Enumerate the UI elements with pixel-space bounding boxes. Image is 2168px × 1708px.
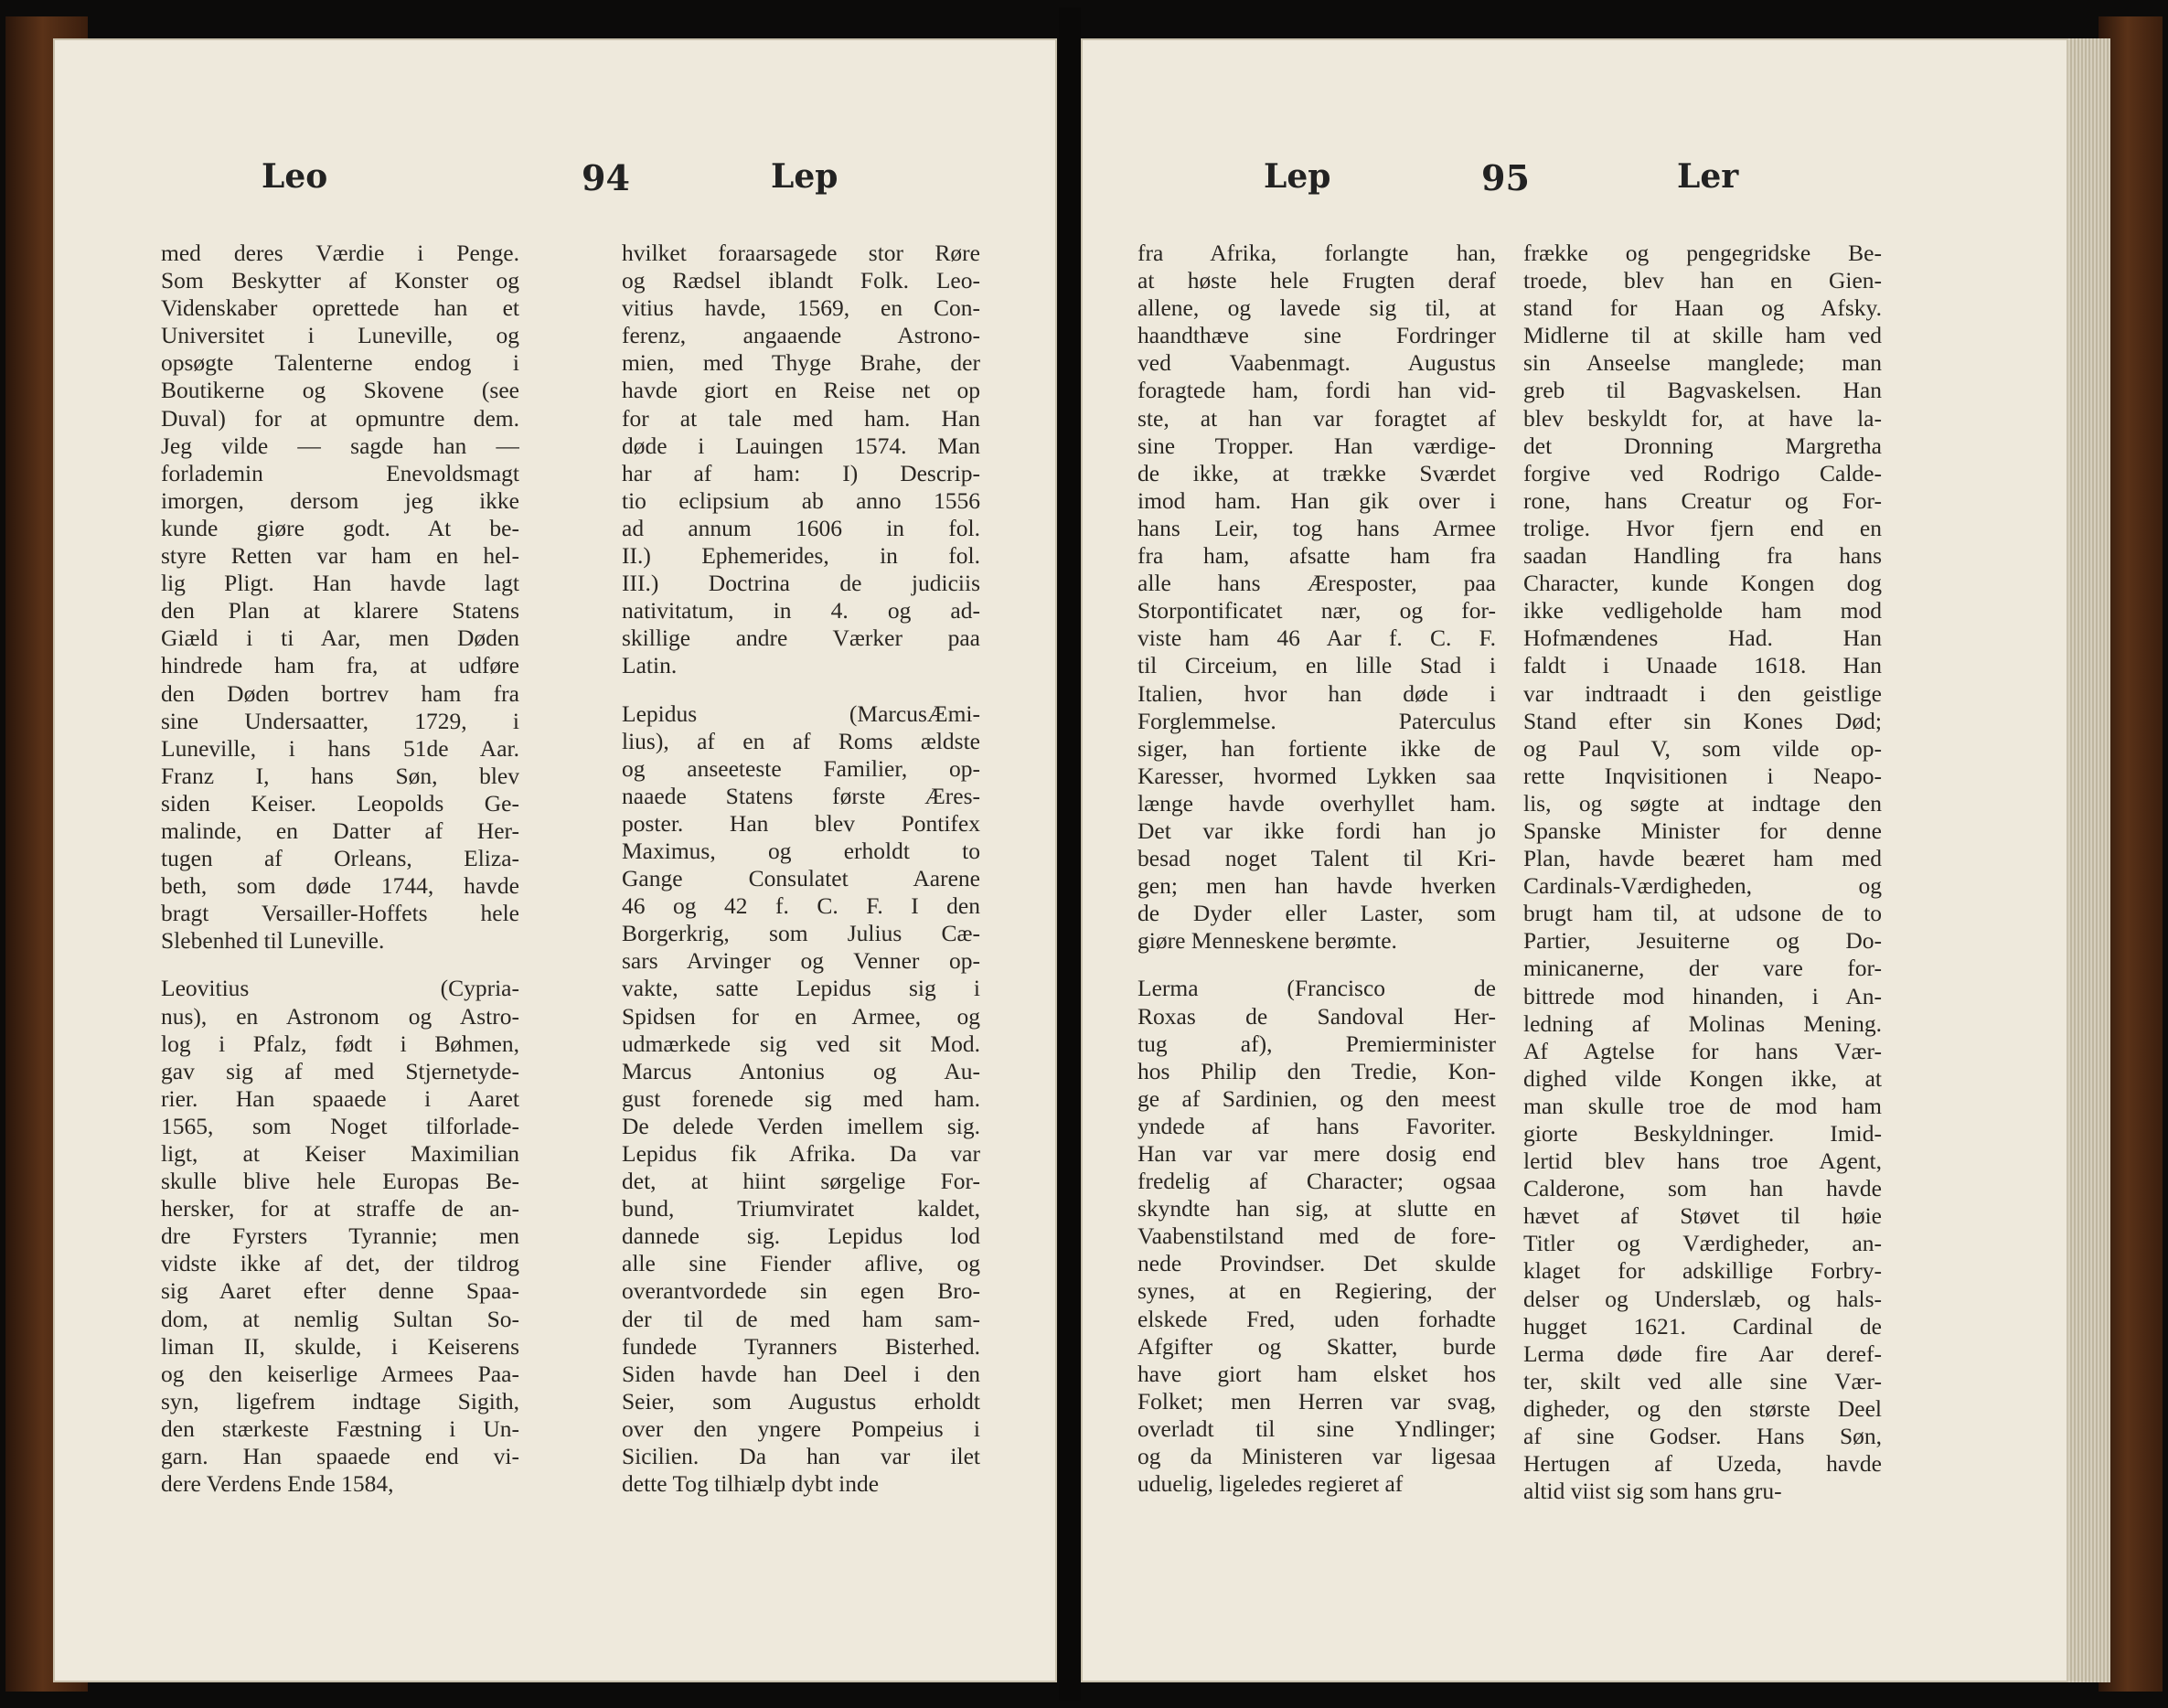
text-line: ved Vaabenmagt. Augustus [1137, 349, 1496, 377]
text-line: delser og Underslæb, og hals- [1523, 1285, 1882, 1312]
text-line: imorgen, dersom jeg ikke [161, 486, 519, 514]
text-line: 46 og 42 f. C. F. I den [622, 892, 980, 920]
text-line: altid viist sig som hans gru- [1523, 1478, 1782, 1505]
text-line: over den yngere Pompeius i [622, 1414, 980, 1442]
text-line: opsøgte Talenterne endog i [161, 349, 519, 377]
text-line: haandthæve sine Fordringer [1137, 322, 1496, 349]
text-line: dighed vilde Kongen ikke, at [1523, 1064, 1882, 1092]
text-line: vitius havde, 1569, en Con- [622, 294, 980, 322]
text-line: og da Ministeren var ligesaa [1137, 1443, 1496, 1470]
text-line: vidste ikke af det, der tildrog [161, 1250, 519, 1277]
text-line: Som Beskytter af Konster og [161, 267, 519, 294]
text-line: troede, blev han en Gien- [1523, 267, 1882, 294]
text-line: nede Provindser. Det skulde [1137, 1250, 1496, 1277]
text-line: de Dyder eller Laster, som [1137, 900, 1496, 927]
text-line: have giort ham elsket hos [1137, 1360, 1496, 1387]
text-line: skillige andre Værker paa [622, 624, 980, 652]
text-line: og Paul V, som vilde op- [1523, 734, 1882, 762]
text-line: dom, at nemlig Sultan So- [161, 1305, 519, 1332]
text-line: viste ham 46 Aar f. C. F. [1137, 624, 1496, 652]
text-line: faldt i Unaade 1618. Han [1523, 652, 1882, 679]
text-line: fredelig af Character; ogsaa [1137, 1168, 1496, 1195]
text-line: naaede Statens første Æres- [622, 782, 980, 809]
text-line: overantvordede sin egen Bro- [622, 1277, 980, 1305]
text-line: stand for Haan og Afsky. [1523, 294, 1882, 322]
text-line: garn. Han spaaede end vi- [161, 1443, 519, 1470]
text-line: længe havde overhyllet ham. [1137, 789, 1496, 817]
text-line: tug af), Premierminister [1137, 1030, 1496, 1057]
left-page-header [53, 157, 1057, 212]
text-line: brugt ham til, at udsone de to [1523, 900, 1882, 927]
paragraph-gap [622, 680, 980, 700]
text-line: Stand efter sin Kones Død; [1523, 707, 1882, 734]
text-line: Jeg vilde — sagde han — [161, 432, 519, 459]
text-line: Storpontificatet nær, og for- [1137, 597, 1496, 624]
text-line: trolige. Hvor fjern end en [1523, 514, 1882, 541]
text-line: minicanerne, der vare for- [1523, 955, 1882, 982]
text-line: imod ham. Han gik over i [1137, 486, 1496, 514]
text-line: beth, som døde 1744, havde [161, 872, 519, 900]
text-line: Gange Consulatet Aarene [622, 865, 980, 892]
text-line: forlademin Enevoldsmagt [161, 459, 519, 486]
text-line: III.) Doctrina de judiciis [622, 570, 980, 597]
text-line: allene, og lavede sig til, at [1137, 294, 1496, 322]
text-line: poster. Han blev Pontifex [622, 809, 980, 837]
text-line: Boutikerne og Skovene (see [161, 377, 519, 404]
text-line: giorte Beskyldninger. Imid- [1523, 1120, 1882, 1147]
text-line: tio eclipsium ab anno 1556 [622, 486, 980, 514]
text-line: Siden havde han Deel i den [622, 1360, 980, 1387]
text-line: giøre Menneskene berømte. [1137, 927, 1397, 955]
text-line: Forglemmelse. Paterculus [1137, 707, 1496, 734]
text-line: foragtede ham, fordi han vid- [1137, 377, 1496, 404]
text-line: mien, med Thyge Brahe, der [622, 349, 980, 377]
text-line: hævet af Støvet til høie [1523, 1202, 1882, 1230]
text-line: Marcus Antonius og Au- [622, 1057, 980, 1084]
text-line: frække og pengegridske Be- [1523, 240, 1882, 266]
text-line: dette Tog tilhiælp dybt inde [622, 1470, 880, 1498]
left-page-column-1 [161, 240, 519, 1498]
text-line: alle hans Æresposter, paa [1137, 570, 1496, 597]
text-line: gav sig af med Stjernetyde- [161, 1057, 519, 1084]
text-line: elskede Fred, uden forhadte [1137, 1305, 1496, 1332]
text-line: der til de med ham sam- [622, 1305, 980, 1332]
left-page-column-2 [622, 240, 980, 1498]
text-line: yndede af hans Favoriter. [1137, 1112, 1496, 1139]
text-line: Roxas de Sandoval Her- [1137, 1002, 1496, 1030]
text-line: hos Philip den Tredie, Kon- [1137, 1057, 1496, 1084]
text-line: bittrede mod hinanden, i An- [1523, 982, 1882, 1009]
text-line: Afgifter og Skatter, burde [1137, 1332, 1496, 1360]
text-line: Karesser, hvormed Lykken saa [1137, 762, 1496, 789]
text-line: ge af Sardinien, og den meest [1137, 1084, 1496, 1112]
text-line: bragt Versailler-Hoffets hele [161, 900, 519, 927]
text-line: den stærkeste Fæstning i Un- [161, 1414, 519, 1442]
text-line: Vaabenstilstand med de fore- [1137, 1222, 1496, 1250]
text-line: Spidsen for en Armee, og [622, 1002, 980, 1030]
text-line: Videnskaber oprettede han et [161, 294, 519, 322]
text-line: sine Tropper. Han værdige- [1137, 432, 1496, 459]
text-line: Titler og Værdigheder, an- [1523, 1230, 1882, 1257]
text-line: rette Inqvisitionen i Neapo- [1523, 762, 1882, 789]
text-line: sars Arvinger og Venner op- [622, 947, 980, 975]
text-line: sig Aaret efter denne Spaa- [161, 1277, 519, 1305]
text-line: overladt til sine Yndlinger; [1137, 1414, 1496, 1442]
left-header-guideword-first: Leo [262, 157, 328, 196]
text-line: Borgerkrig, som Julius Cæ- [622, 920, 980, 947]
text-line: alle sine Fiender aflive, og [622, 1250, 980, 1277]
text-line: ligt, at Keiser Maximilian [161, 1140, 519, 1167]
text-line: med deres Værdie i Penge. [161, 240, 519, 266]
text-line: Lepidus (MarcusÆmi- [622, 699, 980, 727]
text-line: hersker, for at straffe de an- [161, 1195, 519, 1222]
text-line: sine Undersaatter, 1729, i [161, 707, 519, 734]
text-line: log i Pfalz, født i Bøhmen, [161, 1030, 519, 1057]
paragraph-gap [161, 955, 519, 975]
text-line: dere Verdens Ende 1584, [161, 1470, 394, 1498]
text-line: og anseeteste Familier, op- [622, 754, 980, 782]
text-line: Partier, Jesuiterne og Do- [1523, 927, 1882, 955]
text-line: Midlerne til at skille ham ved [1523, 322, 1882, 349]
text-line: Han var var mere dosig end [1137, 1140, 1496, 1167]
text-line: lertid blev hans troe Agent, [1523, 1148, 1882, 1175]
text-line: vakte, satte Lepidus sig i [622, 975, 980, 1002]
text-line: gust forenede sig med ham. [622, 1084, 980, 1112]
right-page [1081, 38, 2068, 1682]
text-line: Lerma (Francisco de [1137, 975, 1496, 1002]
text-line: Slebenhed til Luneville. [161, 927, 385, 955]
text-line: Af Agtelse for hans Vær- [1523, 1037, 1882, 1064]
text-line: Giæld i ti Aar, men Døden [161, 624, 519, 652]
text-line: Hertugen af Uzeda, havde [1523, 1450, 1882, 1478]
text-line: Franz I, hans Søn, blev [161, 762, 519, 789]
text-line: har af ham: I) Descrip- [622, 459, 980, 486]
text-line: hans Leir, tog hans Armee [1137, 514, 1496, 541]
text-line: Folket; men Herren var svag, [1137, 1387, 1496, 1414]
text-line: besad noget Talent til Kri- [1137, 845, 1496, 872]
text-line: rone, hans Creatur og For- [1523, 486, 1882, 514]
text-line: greb til Bagvaskelsen. Han [1523, 377, 1882, 404]
text-line: lig Pligt. Han havde lagt [161, 570, 519, 597]
text-line: Character, kunde Kongen dog [1523, 570, 1882, 597]
text-line: fra Afrika, forlangte han, [1137, 240, 1496, 266]
right-page-column-1 [1137, 240, 1496, 1498]
text-line: lis, og søgte at indtage den [1523, 789, 1882, 817]
text-line: gen; men han havde hverken [1137, 872, 1496, 900]
right-page-header [1081, 157, 2068, 212]
text-line: hugget 1621. Cardinal de [1523, 1312, 1882, 1340]
text-line: De delede Verden imellem sig. [622, 1112, 980, 1139]
text-line: rier. Han spaaede i Aaret [161, 1084, 519, 1112]
text-line: Italien, hvor han døde i [1137, 679, 1496, 707]
text-line: af sine Godser. Hans Søn, [1523, 1423, 1882, 1450]
right-page-number: 95 [1481, 157, 1530, 198]
text-line: og den keiserlige Armees Paa- [161, 1360, 519, 1387]
text-line: Leovitius (Cypria- [161, 975, 519, 1002]
right-header-guideword-first: Lep [1264, 157, 1331, 196]
text-line: siger, han fortiente ikke de [1137, 734, 1496, 762]
text-line: sin Anseelse manglede; man [1523, 349, 1882, 377]
text-line: nativitatum, in 4. og ad- [622, 597, 980, 624]
text-line: Hofmændenes Had. Han [1523, 624, 1882, 652]
right-header-guideword-last: Ler [1677, 157, 1739, 196]
text-line: dannede sig. Lepidus lod [622, 1222, 980, 1250]
text-line: saadan Handling fra hans [1523, 542, 1882, 570]
text-line: forgive ved Rodrigo Calde- [1523, 459, 1882, 486]
text-line: Spanske Minister for denne [1523, 817, 1882, 844]
text-line: den Døden bortrev ham fra [161, 679, 519, 707]
text-line: Universitet i Luneville, og [161, 322, 519, 349]
text-line: bund, Triumviratet kaldet, [622, 1195, 980, 1222]
left-page [53, 38, 1057, 1682]
text-line: ter, skilt ved alle sine Vær- [1523, 1367, 1882, 1394]
page-edges [2068, 38, 2110, 1682]
text-line: for at tale med ham. Han [622, 404, 980, 432]
text-line: Calderone, som han havde [1523, 1175, 1882, 1202]
text-line: Cardinals-Værdigheden, og [1523, 872, 1882, 900]
text-line: kunde giøre godt. At be- [161, 514, 519, 541]
text-line: Lepidus fik Afrika. Da var [622, 1140, 980, 1167]
text-line: 1565, som Noget tilforlade- [161, 1112, 519, 1139]
text-line: udmærkede sig ved sit Mod. [622, 1030, 980, 1057]
text-line: Plan, havde beæret ham med [1523, 845, 1882, 872]
text-line: ikke vedligeholde ham mod [1523, 597, 1882, 624]
text-line: dre Fyrsters Tyrannie; men [161, 1222, 519, 1250]
text-line: uduelig, ligeledes regieret af [1137, 1470, 1404, 1498]
text-line: Latin. [622, 652, 678, 679]
text-line: tugen af Orleans, Eliza- [161, 845, 519, 872]
book-gutter [1059, 7, 1081, 1701]
text-line: liman II, skulde, i Keiserens [161, 1332, 519, 1360]
text-line: skulle blive hele Europas Be- [161, 1168, 519, 1195]
text-line: og Rædsel iblandt Folk. Leo- [622, 267, 980, 294]
text-line: skyndte han sig, at slutte en [1137, 1195, 1496, 1222]
text-line: det Dronning Margretha [1523, 432, 1882, 459]
text-line: Lerma døde fire Aar deref- [1523, 1340, 1882, 1367]
paragraph-gap [1137, 955, 1496, 975]
text-line: at høste hele Frugten deraf [1137, 267, 1496, 294]
text-line: ad annum 1606 in fol. [622, 514, 980, 541]
text-line: de ikke, at trække Sværdet [1137, 459, 1496, 486]
text-line: malinde, en Datter af Her- [161, 817, 519, 844]
text-line: Seier, som Augustus erholdt [622, 1387, 980, 1414]
text-line: nus), en Astronom og Astro- [161, 1002, 519, 1030]
text-line: man skulle troe de mod ham [1523, 1092, 1882, 1119]
text-line: klaget for adskillige Forbry- [1523, 1257, 1882, 1285]
text-line: ferenz, angaaende Astrono- [622, 322, 980, 349]
text-line: døde i Lauingen 1574. Man [622, 432, 980, 459]
text-line: ste, at han var foragtet af [1137, 404, 1496, 432]
text-line: Luneville, i hans 51de Aar. [161, 734, 519, 762]
text-line: Maximus, og erholdt to [622, 837, 980, 864]
text-line: lius), af en af Roms ældste [622, 727, 980, 754]
text-line: styre Retten var ham en hel- [161, 542, 519, 570]
text-line: Sicilien. Da han var ilet [622, 1443, 980, 1470]
text-line: det, at hiint sørgelige For- [622, 1168, 980, 1195]
left-header-guideword-last: Lep [771, 157, 838, 196]
text-line: synes, at en Regiering, der [1137, 1277, 1496, 1305]
text-line: syn, ligefrem indtage Sigith, [161, 1387, 519, 1414]
text-line: var indtraadt i den geistlige [1523, 679, 1882, 707]
text-line: til Circeium, en lille Stad i [1137, 652, 1496, 679]
left-page-number: 94 [582, 157, 630, 198]
text-line: den Plan at klarere Statens [161, 597, 519, 624]
text-line: blev beskyldt for, at have la- [1523, 404, 1882, 432]
text-line: hvilket foraarsagede stor Røre [622, 240, 980, 266]
text-line: siden Keiser. Leopolds Ge- [161, 789, 519, 817]
right-page-column-2 [1523, 240, 1882, 1505]
text-line: Det var ikke fordi han jo [1137, 817, 1496, 844]
text-line: II.) Ephemerides, in fol. [622, 542, 980, 570]
text-line: digheder, og den største Deel [1523, 1394, 1882, 1422]
text-line: Duval) for at opmuntre dem. [161, 404, 519, 432]
text-line: hindrede ham fra, at udføre [161, 652, 519, 679]
text-line: fra ham, afsatte ham fra [1137, 542, 1496, 570]
text-line: ledning af Molinas Mening. [1523, 1009, 1882, 1037]
text-line: fundede Tyranners Bisterhed. [622, 1332, 980, 1360]
text-line: havde giort en Reise net op [622, 377, 980, 404]
